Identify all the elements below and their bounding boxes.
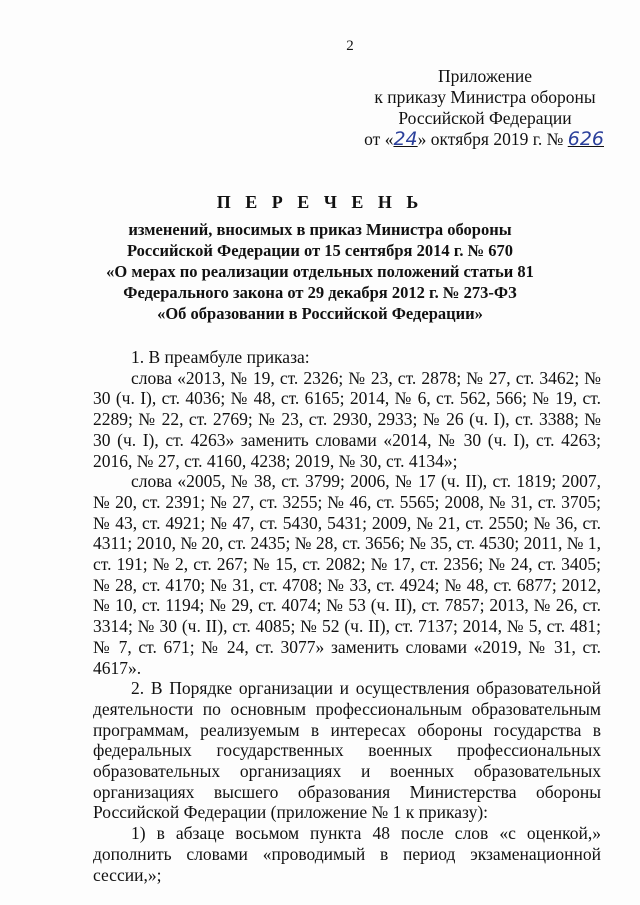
document-body [93,347,601,885]
subtitle-line: «Об образовании в Российской Федерации» [157,304,483,323]
subtitle-line: Федерального закона от 29 декабря 2012 г. № 273-ФЗ [123,283,517,302]
subtitle-line: изменений, вносимых в приказ Министра обороны [128,220,512,239]
page-number: 2 [346,38,354,54]
document-title-block [90,192,550,324]
paragraph-procedure-item-1: 1) в абзаце восьмом пункта 48 после слов «с оценкой,» дополнить словами «проводимый в период экзаменационной сессии,»; [93,823,601,885]
appendix-header [360,66,610,150]
paragraph-preamble-change-2: слова «2005, № 38, ст. 3799; 2006, № 17 (ч. II), ст. 1819; 2007, № 20, ст. 2391; № 27, ст. 3255; № 46, ст. 5565; 2008, № 31, ст. 3705; № 43, ст. 4921; № 47, ст. 5430, 5431; 2009, № 21, ст. 2550; № 36, ст. 4311; 2010, № 20, ст. 2435; № 28, ст. 3656; № 35, ст. 4530; 2011, № 1, ст. 191; № 2, ст. 267; № 15, ст. 2082; № 17, ст. 2356; № 24, ст. 3405; № 28, ст. 4170; № 31, ст. 4708; № 33, ст. 4924; № 48, ст. 6877; 2012, № 10, ст. 1194; № 29, ст. 4074; № 53 (ч. II), ст. 7857; 2013, № 26, ст. 3314; № 30 (ч. II), ст. 4085; № 52 (ч. II), ст. 7137; 2014, № 5, ст. 481; № 7, ст. 671; № 24, ст. 3077» заменить словами «2019, № 31, ст. 4617». [93,471,601,678]
appendix-order-ref: к приказу Министра обороны [374,87,596,107]
document-subtitle [90,219,550,324]
paragraph-procedure-heading: 2. В Порядке организации и осуществления образовательной деятельности по основным профессиональным образовательным программам, реализуемым в интересах обороны государства в федеральных государственных военных профессиональных образовательных организациях и военных образовательных организациях высшего образования Министерства обороны Российской Федерации (приложение № 1 к приказу): [93,678,601,823]
appendix-label: Приложение [438,66,532,86]
subtitle-line: Российской Федерации от 15 сентября 2014 г. № 670 [126,241,514,260]
document-title: П Е Р Е Ч Е Н Ь [216,192,424,212]
handwritten-order-number: 626 [567,128,604,150]
appendix-date-line [360,129,610,150]
date-prefix: от « [364,129,394,149]
paragraph-preamble-change-1: слова «2013, № 19, ст. 2326; № 23, ст. 2878; № 27, ст. 3462; № 30 (ч. I), ст. 4036; № 48, ст. 6165; 2014, № 6, ст. 562, 566; № 19, ст. 2289; № 22, ст. 2769; № 23, ст. 2930, 2933; № 26 (ч. I), ст. 3388; № 30 (ч. I), ст. 4263» заменить словами «2014, № 30 (ч. I), ст. 4263; 2016, № 27, ст. 4160, 4238; 2019, № 30, ст. 4134»; [93,367,601,471]
handwritten-day: 24 [393,128,418,150]
subtitle-line: «О мерах по реализации отдельных положений статьи 81 [106,262,534,281]
appendix-ministry: Российской Федерации [398,108,572,128]
paragraph-preamble-heading: 1. В преамбуле приказа: [131,347,310,367]
date-middle: » октября 2019 г. № [417,129,564,149]
